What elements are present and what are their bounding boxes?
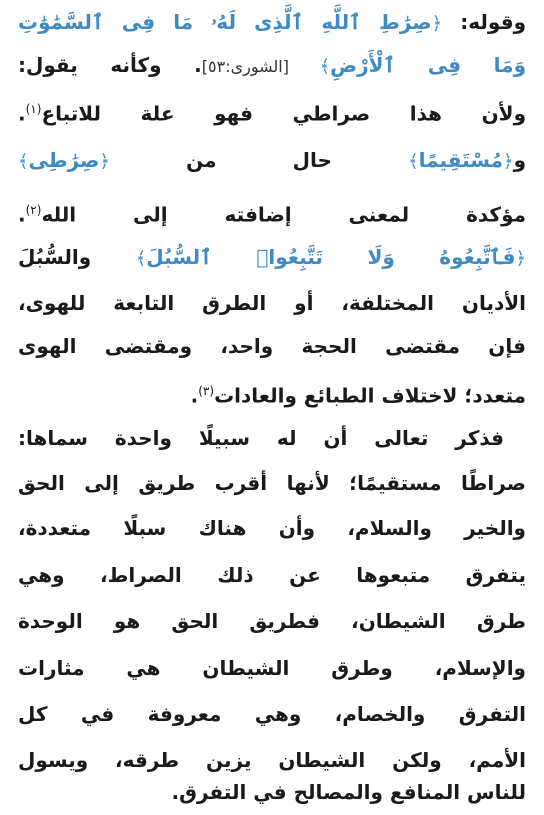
footnote-marker: (٣) xyxy=(198,384,215,398)
ornament-open-icon: ﴿ xyxy=(515,248,526,269)
ornament-close-icon: ﴾ xyxy=(135,248,147,269)
text-segment: مؤكدة لمعنى إضافته إلى الله xyxy=(41,202,526,227)
text-segment: . xyxy=(190,383,199,408)
text-segment: والخير والسلام، وأن هناك سبلًا متعددة، xyxy=(18,516,526,540)
text-line-10 xyxy=(18,418,504,458)
text-line-7 xyxy=(18,283,526,323)
text-segment: والإسلام، وطرق الشيطان هي مثارات xyxy=(18,656,526,680)
ornament-close-icon: ﴾ xyxy=(408,151,419,172)
quran-verse: وَمَا فِى ٱلْأَرْضِ xyxy=(330,53,526,77)
text-segment: الأديان المختلفة، أو الطرق التابعة للهوى، xyxy=(18,291,526,315)
text-segment: . وكأنه يقول: xyxy=(18,53,202,77)
quran-word: مُسْتَقِيمًا xyxy=(418,148,504,172)
text-line-1 xyxy=(18,2,526,42)
text-segment: . xyxy=(18,101,26,126)
ornament-open-icon: ﴿ xyxy=(503,151,514,172)
surah-reference: [الشورى:٥٣] xyxy=(201,57,320,76)
text-segment: حال من xyxy=(109,148,409,172)
text-segment: ولأن هذا صراطي فهو علة للاتباع xyxy=(41,101,526,126)
text-segment: فذكر تعالى أن له سبيلًا واحدة سماها: xyxy=(18,426,504,450)
quran-verse: صِرَٰطِ ٱللَّهِ ٱلَّذِى لَهُۥ مَا فِى ٱلسَّمَٰوَٰتِ xyxy=(18,10,432,34)
text-segment: فإن مقتضى الحجة واحد، ومقتضى الهوى xyxy=(18,334,526,358)
text-line-4 xyxy=(18,140,526,180)
ornament-close-icon: ﴾ xyxy=(18,151,29,172)
text-line-11 xyxy=(18,463,526,503)
ornament-close-icon: ﴾ xyxy=(319,56,331,77)
text-line-13 xyxy=(18,555,526,595)
quran-verse: فَٱتَّبِعُوهُ وَلَا تَتَّبِعُوا۟ ٱلسُّبُلَ xyxy=(146,245,516,269)
text-line-12 xyxy=(18,508,526,548)
text-segment: طرق الشيطان، فطريق الحق هو الوحدة xyxy=(18,609,526,633)
text-segment: وقوله: xyxy=(442,10,526,34)
text-segment: و xyxy=(513,148,526,172)
text-segment: للناس المنافع والمصالح في التفرق. xyxy=(171,780,526,804)
text-line-5 xyxy=(18,190,526,230)
text-segment: . xyxy=(18,202,26,227)
text-line-18 xyxy=(18,772,526,812)
text-line-3 xyxy=(18,89,526,129)
text-segment: الأمم، ولكن الشيطان يزين طرقه، ويسول xyxy=(18,748,526,772)
text-line-6 xyxy=(18,237,526,277)
footnote-marker: (١) xyxy=(25,102,42,116)
text-segment: صراطًا مستقيمًا؛ لأنها أقرب طريق إلى الحق xyxy=(18,471,526,495)
text-segment: والسُّبُلَ xyxy=(18,245,136,269)
text-line-14 xyxy=(18,601,526,641)
text-line-16 xyxy=(18,694,526,734)
quran-word: صِرَٰطِى xyxy=(28,148,100,172)
text-line-15 xyxy=(18,648,526,688)
text-segment: التفرق والخصام، وهي معروفة في كل xyxy=(18,702,526,726)
text-segment: يتفرق متبعوها عن ذلك الصراط، وهي xyxy=(18,563,526,587)
footnote-marker: (٢) xyxy=(25,203,42,217)
text-line-9 xyxy=(18,371,526,411)
text-segment: متعدد؛ لاختلاف الطبائع والعادات xyxy=(214,383,526,408)
ornament-open-icon: ﴿ xyxy=(431,13,443,34)
ornament-open-icon: ﴿ xyxy=(99,151,110,172)
text-line-8 xyxy=(18,326,526,366)
text-line-2 xyxy=(18,45,526,85)
